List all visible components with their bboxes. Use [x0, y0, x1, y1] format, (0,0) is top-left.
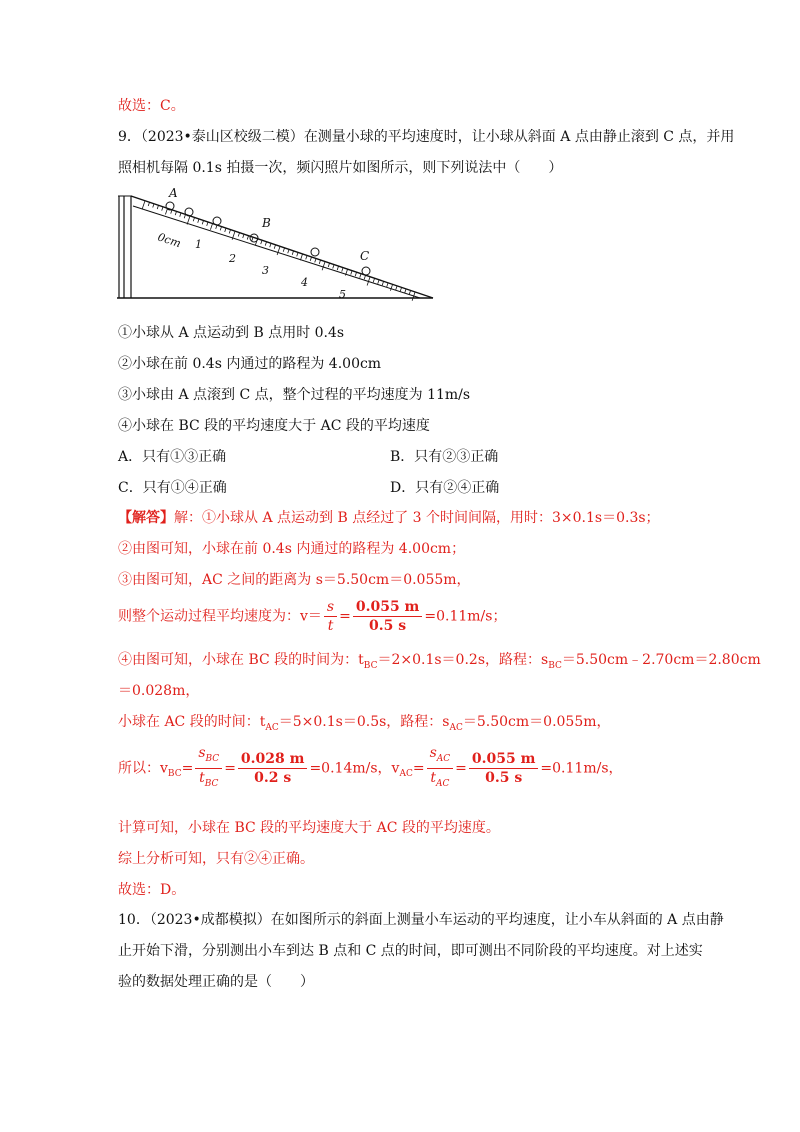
equals-sign: =	[412, 760, 425, 777]
ruler-tick	[292, 251, 293, 255]
subscript: AC	[399, 769, 413, 780]
q9-option-d: D．只有②④正确	[390, 480, 500, 496]
frac-den: 0.5 s	[485, 769, 523, 786]
q10-number: 10．	[118, 912, 150, 928]
vbc-result: =0.14m/s，v	[309, 760, 400, 777]
fraction-ac-values	[469, 750, 539, 787]
bc-time-text: ④由图可知，小球在 BC 段的时间为：t	[118, 652, 364, 668]
point-label-a: A	[169, 186, 178, 200]
ruler-tick	[247, 236, 248, 240]
q9-stem-line1	[118, 127, 734, 147]
frac-num: s	[429, 745, 437, 761]
avg-speed-result: =0.11m/s；	[424, 608, 507, 625]
ruler-tick	[175, 211, 176, 215]
ruler-tick	[283, 248, 284, 252]
ruler-tick	[378, 280, 379, 284]
q9-statement-4: ④小球在 BC 段的平均速度大于 AC 段的平均速度	[118, 418, 430, 434]
ruler-tick	[319, 260, 320, 264]
subscript: AC	[265, 722, 279, 733]
ruler-tick	[351, 271, 352, 275]
subscript: AC	[449, 722, 463, 733]
ruler-label-2: 2	[229, 252, 236, 265]
equals-sign: =	[455, 760, 467, 777]
ruler-tick	[261, 240, 262, 244]
solution-line-10: 综上分析可知，只有②④正确。	[118, 851, 314, 867]
ruler-label-3: 3	[262, 264, 269, 277]
frac-num: 0.055 m	[353, 598, 423, 617]
ruler-tick	[238, 233, 239, 237]
point-label-c: C	[360, 249, 370, 263]
frac-num: 0.055 m	[469, 750, 539, 769]
solution-line-1-text: 解：①小球从 A 点运动到 B 点经过了 3 个时间间隔，用时：3×0.1s＝0.3s；	[174, 510, 660, 526]
point-label-b: B	[262, 216, 271, 230]
ruler-tick	[387, 283, 388, 287]
q9-source: （2023•泰山区校级二模）	[140, 129, 304, 145]
ball-5	[311, 248, 319, 256]
frac-den: 0.5 s	[369, 618, 407, 634]
ruler-label-1: 1	[195, 238, 202, 251]
ruler-tick	[297, 253, 298, 257]
ruler-tick	[396, 286, 397, 290]
solution-tag: 【解答】	[118, 510, 174, 526]
ruler-label-5: 5	[339, 288, 346, 301]
ruler-tick	[288, 250, 289, 254]
ball-3	[213, 217, 221, 225]
ruler-label-0: 0cm	[156, 230, 183, 251]
ruler-tick	[198, 219, 199, 223]
q10-stem-line2: 止开始下滑，分别测出小车到达 B 点和 C 点的时间，即可测出不同阶段的平均速度。对上述实	[118, 943, 703, 959]
solution-line-8	[118, 744, 623, 794]
ruler-tick	[142, 201, 145, 210]
ruler-tick	[243, 234, 244, 238]
ruler-tick	[337, 266, 338, 270]
ball-c	[362, 267, 370, 275]
subscript: BC	[167, 769, 182, 780]
ruler-tick	[210, 224, 212, 230]
avg-speed-prefix: 则整个运动过程平均速度为：v＝	[118, 608, 322, 625]
vac-result: =0.11m/s，	[540, 760, 623, 777]
solution-line-2: ②由图可知，小球在前 0.4s 内通过的路程为 4.00cm；	[118, 541, 466, 557]
ruler-tick	[277, 246, 280, 255]
ruler-tick	[400, 288, 401, 292]
ruler-tick	[225, 228, 226, 232]
ruler-tick	[220, 227, 221, 231]
ruler-tick	[306, 256, 307, 260]
ruler-tick	[187, 216, 190, 225]
q9-number: 9．	[118, 129, 141, 145]
ruler-tick	[315, 259, 316, 263]
ruler-tick	[202, 221, 203, 225]
ruler-tick	[310, 257, 311, 261]
ruler-tick	[252, 237, 253, 241]
ac-path-value: ＝5.50cm＝0.055m，	[462, 714, 611, 730]
ruler-tick	[300, 254, 302, 260]
ruler-tick	[355, 272, 356, 276]
ruler-tick	[405, 289, 406, 293]
frac-den: t	[430, 769, 436, 786]
frac-den: 0.2 s	[254, 769, 292, 786]
equals-sign: =	[181, 760, 194, 777]
solution-line-9: 计算可知，小球在 BC 段的平均速度大于 AC 段的平均速度。	[118, 820, 500, 836]
fraction-sbc-over-tbc	[195, 744, 222, 793]
prev-answer: 故选：C。	[118, 98, 185, 114]
ruler-tick	[364, 275, 365, 279]
incline-figure	[115, 186, 440, 306]
ruler-tick	[409, 291, 410, 295]
solution-line-5	[118, 650, 761, 676]
subscript: BC	[548, 660, 562, 671]
ruler-tick	[229, 230, 230, 234]
equals-sign: =	[224, 760, 236, 777]
ruler-tick	[180, 213, 181, 217]
q9-option-a: A．只有①③正确	[118, 449, 227, 465]
frac-num: 0.028 m	[238, 750, 308, 769]
bc-path-value: ＝5.50cm﹣2.70cm＝2.80cm	[561, 652, 761, 668]
bc-path-text: ＝2×0.1s＝0.2s，路程：s	[377, 652, 549, 668]
q10-stem-line1	[118, 910, 724, 930]
q9-option-b: B．只有②③正确	[390, 449, 499, 465]
q9-stem-text1: 在测量小球的平均速度时，让小球从斜面 A 点由静止滚到 C 点，并用	[303, 129, 735, 145]
solution-line-6: ＝0.028m，	[118, 683, 200, 699]
fraction-bc-values	[238, 750, 308, 787]
subscript: AC	[435, 778, 450, 789]
ruler-tick	[171, 210, 172, 214]
q10-stem-line3: 验的数据处理正确的是（ ）	[118, 974, 314, 990]
fraction-sac-over-tac	[427, 744, 454, 793]
ac-time-text: 小球在 AC 段的时间：t	[118, 714, 266, 730]
ruler-tick	[265, 242, 266, 246]
solution-line-7	[118, 712, 611, 738]
ruler-label-4: 4	[301, 276, 308, 289]
ruler-tick	[328, 263, 329, 267]
q9-statement-2: ②小球在前 0.4s 内通过的路程为 4.00cm	[118, 356, 382, 372]
fraction-s-over-t	[324, 598, 337, 635]
ruler-tick	[270, 243, 271, 247]
frac-den: t	[199, 769, 205, 786]
subscript: AC	[436, 753, 451, 764]
subscript: BC	[363, 660, 378, 671]
ruler-tick	[373, 278, 374, 282]
ruler-tick	[193, 217, 194, 221]
frac-num: s	[324, 598, 337, 617]
q9-statement-3: ③小球由 A 点滚到 C 点，整个过程的平均速度为 11m/s	[118, 387, 471, 403]
solution-line-4	[118, 598, 506, 635]
ruler-tick	[148, 202, 149, 206]
ruler-tick	[333, 265, 334, 269]
subscript: BC	[204, 778, 219, 789]
solution-line-3: ③由图可知，AC 之间的距离为 s＝5.50cm＝0.055m，	[118, 572, 471, 588]
ruler-tick	[216, 225, 217, 229]
equals-sign: =	[339, 608, 351, 625]
q10-source: （2023•成都模拟）	[149, 912, 271, 928]
ac-path-text: ＝5×0.1s＝0.5s，路程：s	[278, 714, 450, 730]
ruler-tick	[162, 207, 163, 211]
ruler-ticks	[142, 201, 415, 301]
subscript: BC	[205, 753, 220, 764]
solution-line-1	[118, 508, 660, 528]
ruler-tick	[274, 245, 275, 249]
fraction-ac	[353, 598, 423, 635]
frac-den: t	[327, 618, 334, 634]
solution-answer: 故选：D。	[118, 882, 186, 898]
q9-option-c: C．只有①④正确	[118, 480, 227, 496]
frac-num: s	[198, 745, 206, 761]
ruler-tick	[184, 214, 185, 218]
so-text: 所以：v	[118, 760, 168, 777]
ball-2	[185, 208, 193, 216]
ruler-tick	[360, 274, 361, 278]
q10-stem-text1: 在如图所示的斜面上测量小车运动的平均速度，让小车从斜面的 A 点由静	[270, 912, 724, 928]
ruler-tick	[390, 285, 392, 291]
ruler-tick	[153, 204, 154, 208]
ruler-tick	[322, 262, 325, 271]
q9-stem-line2: 照相机每隔 0.1s 拍摄一次，频闪照片如图所示，则下列说法中（ ）	[118, 160, 563, 176]
ruler-tick	[382, 282, 383, 286]
ruler-tick	[207, 222, 208, 226]
q9-statement-1: ①小球从 A 点运动到 B 点用时 0.4s	[118, 325, 345, 341]
ruler-tick	[342, 268, 343, 272]
ruler-tick	[157, 205, 158, 209]
